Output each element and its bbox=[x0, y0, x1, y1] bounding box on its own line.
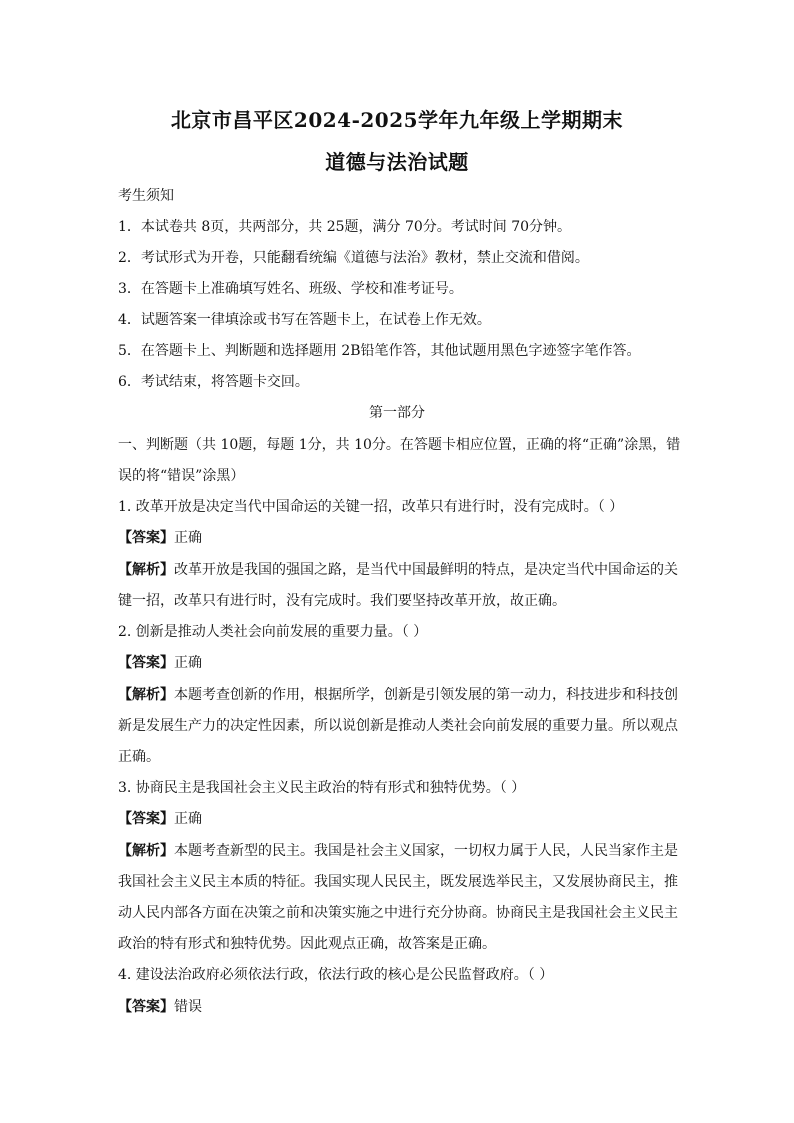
analysis-line-3 bbox=[118, 841, 684, 861]
answer-line-3 bbox=[118, 809, 684, 829]
question-stem-4: 4. 建设法治政府必须依法行政，依法行政的核心是公民监督政府。（ ） bbox=[118, 967, 554, 983]
question-stem-2: 2. 创新是推动人类社会向前发展的重要力量。（ ） bbox=[118, 624, 428, 640]
analysis-label: 【解析】 bbox=[118, 687, 174, 703]
answer-value: 错误 bbox=[174, 999, 202, 1015]
analysis-text: 新是发展生产力的决定性因素，所以说创新是推动人类社会向前发展的重要力量。所以观点 bbox=[118, 718, 678, 734]
answer-value: 正确 bbox=[174, 530, 202, 546]
page-subtitle: 道德与法治试题 bbox=[325, 150, 469, 174]
analysis-text: 本题考查创新的作用，根据所学，创新是引领发展的第一动力，科技进步和科技创 bbox=[174, 687, 678, 703]
analysis-text: 本题考查新型的民主。我国是社会主义国家，一切权力属于人民，人民当家作主是 bbox=[174, 843, 678, 859]
notice-item: 5．在答题卡上、判断题和选择题用 2B铅笔作答，其他试题用黑色字迹签字笔作答。 bbox=[118, 343, 641, 359]
answer-line-4 bbox=[118, 997, 684, 1017]
answer-label: 【答案】 bbox=[118, 655, 174, 671]
answer-value: 正确 bbox=[174, 811, 202, 827]
notice-item: 4．试题答案一律填涂或书写在答题卡上，在试卷上作无效。 bbox=[118, 312, 491, 328]
analysis-text: 我国社会主义民主本质的特征。我国实现人民民主，既发展选举民主，又发展协商民主，推 bbox=[118, 874, 678, 890]
analysis-text: 正确。 bbox=[118, 749, 160, 765]
analysis-line-2 bbox=[118, 685, 684, 705]
analysis-text: 改革开放是我国的强国之路，是当代中国最鲜明的特点，是决定当代中国命运的关 bbox=[174, 562, 678, 578]
answer-line-2 bbox=[118, 653, 684, 673]
analysis-text: 政治的特有形式和独特优势。因此观点正确，故答案是正确。 bbox=[118, 936, 496, 952]
analysis-label: 【解析】 bbox=[118, 843, 174, 859]
answer-label: 【答案】 bbox=[118, 811, 174, 827]
analysis-text: 键一招，改革只有进行时，没有完成时。我们要坚持改革开放，故正确。 bbox=[118, 593, 566, 609]
analysis-line-1 bbox=[118, 560, 684, 580]
page-title: 北京市昌平区2024-2025学年九年级上学期期末 bbox=[170, 108, 624, 132]
notice-item: 3．在答题卡上准确填写姓名、班级、学校和准考证号。 bbox=[118, 281, 463, 297]
notice-item: 2．考试形式为开卷，只能翻看统编《道德与法治》教材，禁止交流和借阅。 bbox=[118, 250, 589, 266]
answer-line-1 bbox=[118, 528, 684, 548]
notice-item: 1．本试卷共 8页，共两部分，共 25题，满分 70分。考试时间 70分钟。 bbox=[118, 219, 572, 235]
notice-item: 6．考试结束，将答题卡交回。 bbox=[118, 374, 309, 390]
analysis-label: 【解析】 bbox=[118, 562, 174, 578]
section-instructions-cont: 误的将“错误”涂黑） bbox=[118, 468, 245, 484]
notice-heading: 考生须知 bbox=[118, 188, 174, 204]
question-stem-1: 1. 改革开放是决定当代中国命运的关键一招，改革只有进行时，没有完成时。（ ） bbox=[118, 499, 624, 515]
answer-label: 【答案】 bbox=[118, 999, 174, 1015]
answer-label: 【答案】 bbox=[118, 530, 174, 546]
section-instructions: 一、判断题（共 10题，每题 1分，共 10分。在答题卡相应位置，正确的将“正确”涂黑，错 bbox=[118, 437, 681, 453]
answer-value: 正确 bbox=[174, 655, 202, 671]
question-stem-3: 3. 协商民主是我国社会主义民主政治的特有形式和独特优势。（ ） bbox=[118, 780, 526, 796]
part-heading: 第一部分 bbox=[369, 405, 425, 421]
analysis-text: 动人民内部各方面在决策之前和决策实施之中进行充分协商。协商民主是我国社会主义民主 bbox=[118, 905, 678, 921]
